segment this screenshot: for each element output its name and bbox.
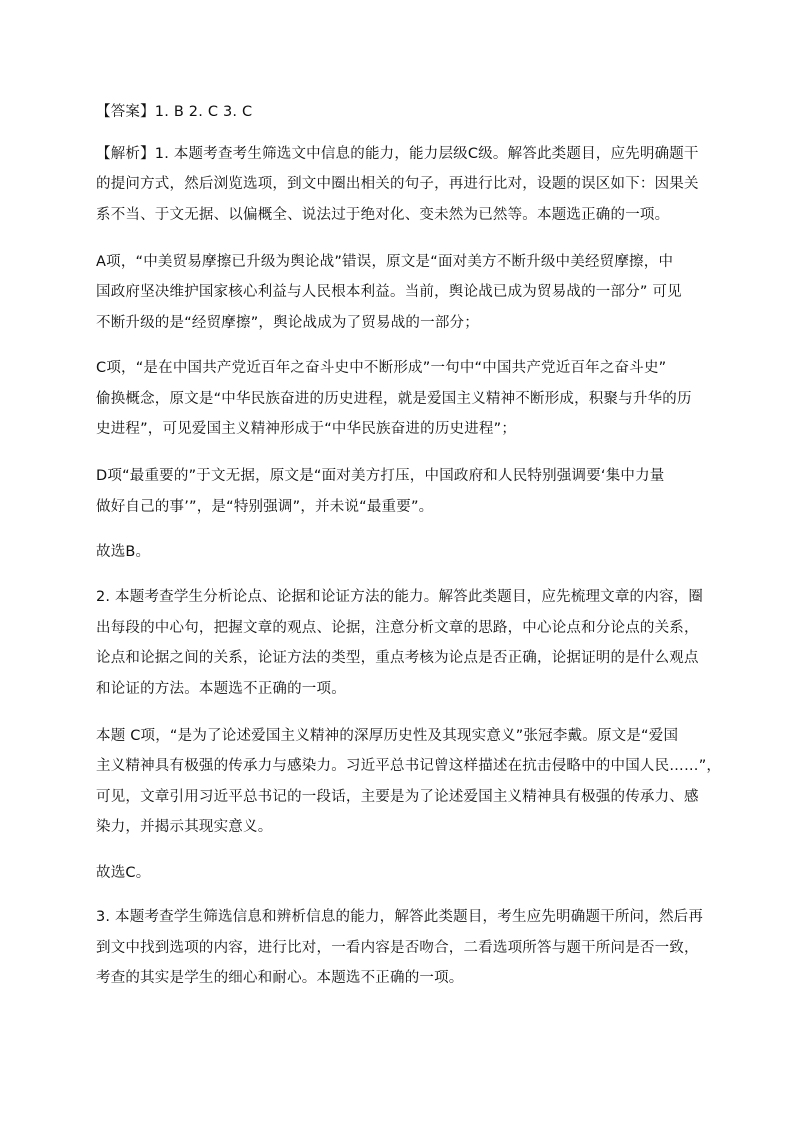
analysis-q2-line-2: 出每段的中心句，把握文章的观点、论据，注意分析文章的思路，中心论点和分论点的关系，: [96, 620, 699, 636]
analysis-q1-line-3: 系不当、于文无据、以偏概全、说法过于绝对化、变未然为已然等。本题选正确的一项。: [96, 207, 670, 223]
analysis-q1-line-1: 【解析】1. 本题考查考生筛选文中信息的能力，能力层级C级。解答此类题目，应先明确题干: [96, 146, 699, 162]
option-d-line-1: D项“最重要的”于文无据，原文是“面对美方打压，中国政府和人民特别强调要‘集中力量: [96, 468, 665, 484]
q2-option-c-line-3: 可见，文章引用习近平总书记的一段话，主要是为了论述爱国主义精神具有极强的传承力、感: [96, 789, 699, 805]
option-d-line-2: 做好自己的事’”，是“特别强调”，并未说“最重要”。: [96, 499, 434, 515]
q2-option-c-line-1: 本题 C项，“是为了论述爱国主义精神的深厚历史性及其现实意义”张冠李戴。原文是“爱国: [96, 728, 679, 744]
q2-option-c-line-4: 染力，并揭示其现实意义。: [96, 819, 273, 835]
analysis-q2-line-4: 和论证的方法。本题选不正确的一项。: [96, 681, 346, 697]
option-c-line-2: 偷换概念，原文是“中华民族奋进的历史进程，就是爱国主义精神不断形成，积聚与升华的历: [96, 391, 692, 407]
analysis-q2-line-1: 2. 本题考查学生分析论点、论据和论证方法的能力。解答此类题目，应先梳理文章的内容，圈: [96, 589, 704, 605]
conclusion-q1: 故选B。: [96, 544, 151, 560]
option-a-line-2: 国政府坚决维护国家核心利益与人民根本利益。当前，舆论战已成为贸易战的一部分” 可见: [96, 284, 682, 300]
conclusion-q2: 故选C。: [96, 865, 151, 881]
answer-line: 【答案】1. B 2. C 3. C: [96, 104, 253, 120]
analysis-q3-line-2: 到文中找到选项的内容，进行比对，一看内容是否吻合，二看选项所答与题干所问是否一致，: [96, 940, 699, 956]
analysis-q2-line-3: 论点和论据之间的关系，论证方法的类型，重点考核为论点是否正确，论据证明的是什么观点: [96, 650, 699, 666]
analysis-q1-line-2: 的提问方式，然后浏览选项，到文中圈出相关的句子，再进行比对，设题的误区如下：因果关: [96, 176, 699, 192]
option-a-line-1: A项，“中美贸易摩擦已升级为舆论战”错误，原文是“面对美方不断升级中美经贸摩擦，中: [96, 254, 674, 270]
analysis-q3-line-1: 3. 本题考查学生筛选信息和辨析信息的能力，解答此类题目，考生应先明确题干所问，然后再: [96, 909, 704, 925]
option-c-line-3: 史进程”，可见爱国主义精神形成于“中华民族奋进的历史进程”；: [96, 421, 517, 437]
option-c-line-1: C项，“是在中国共产党近百年之奋斗史中不断形成”一句中“中国共产党近百年之奋斗史”: [96, 360, 667, 376]
option-a-line-3: 不断升级的是“经贸摩擦”，舆论战成为了贸易战的一部分；: [96, 315, 479, 331]
analysis-q3-line-3: 考查的其实是学生的细心和耐心。本题选不正确的一项。: [96, 970, 464, 986]
q2-option-c-line-2: 主义精神具有极强的传承力与感染力。习近平总书记曾这样描述在抗击侵略中的中国人民……”，: [96, 758, 722, 774]
